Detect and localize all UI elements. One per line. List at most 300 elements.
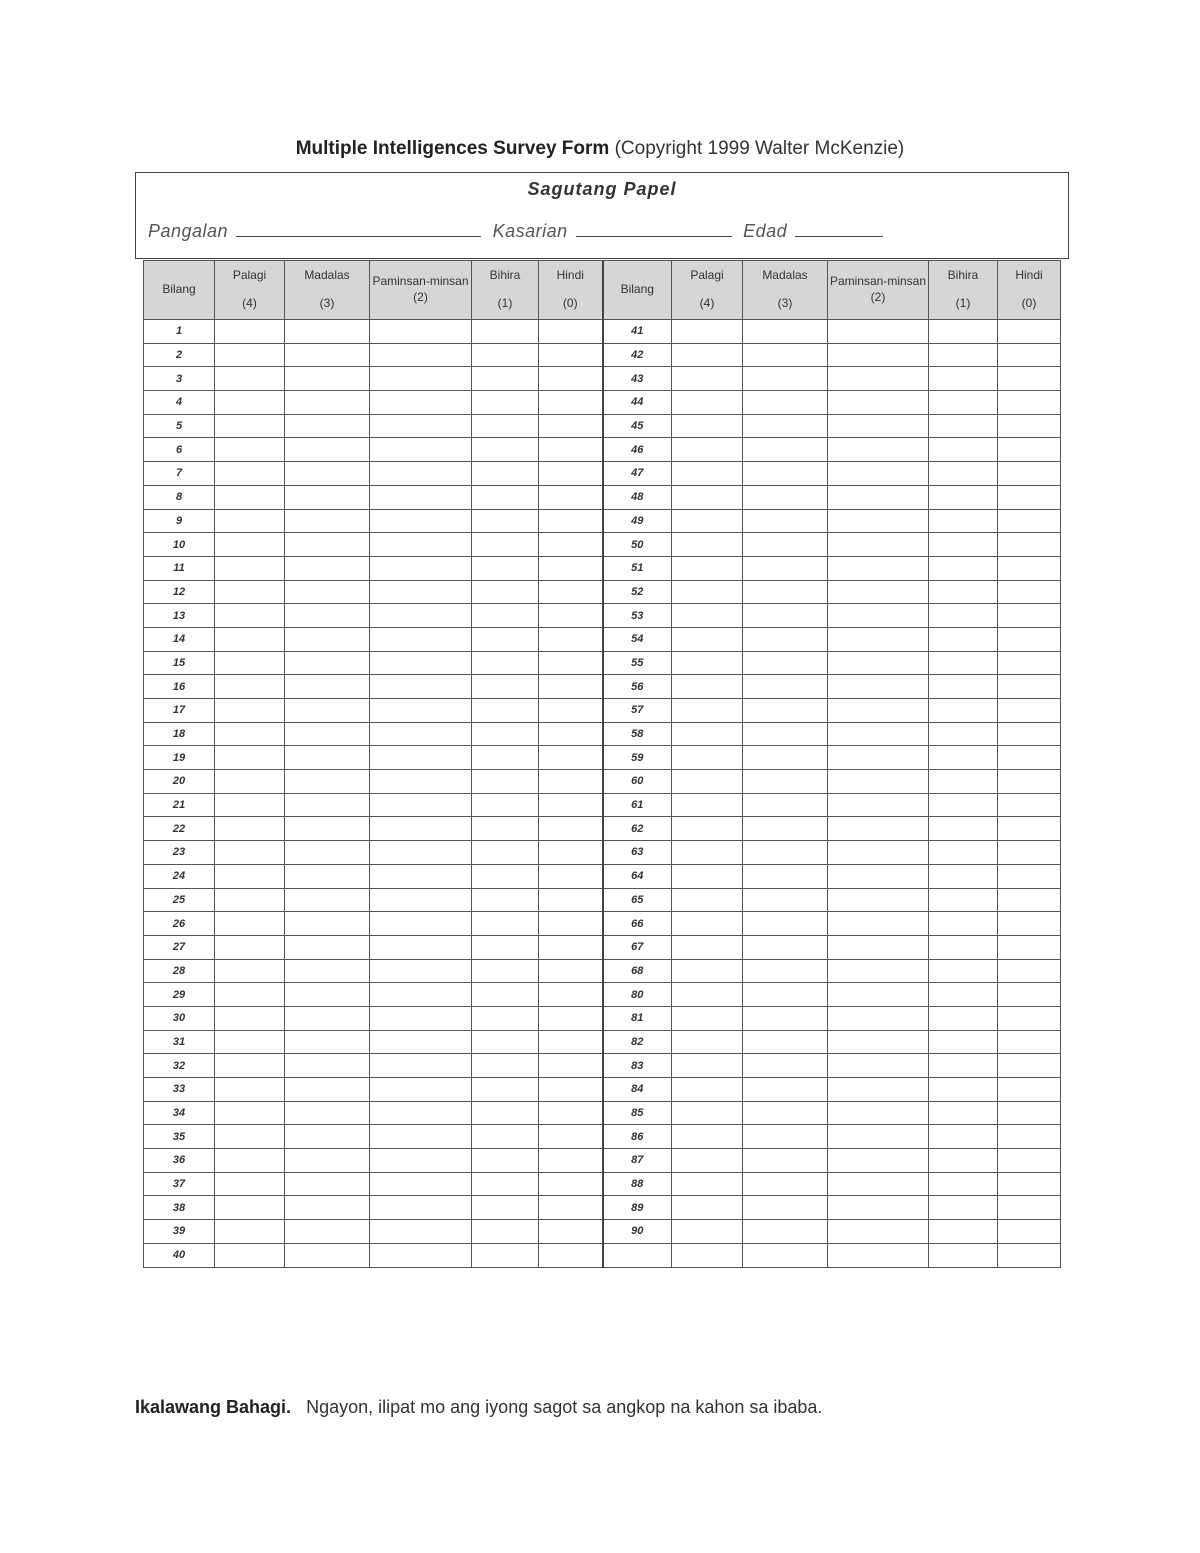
answer-cell[interactable] xyxy=(743,817,828,841)
answer-cell[interactable] xyxy=(285,1125,370,1149)
answer-cell[interactable] xyxy=(215,651,285,675)
answer-cell[interactable] xyxy=(672,1054,743,1078)
answer-cell[interactable] xyxy=(743,651,828,675)
answer-cell[interactable] xyxy=(929,414,998,438)
answer-cell[interactable] xyxy=(929,1030,998,1054)
answer-cell[interactable] xyxy=(672,580,743,604)
answer-cell[interactable] xyxy=(472,1149,539,1173)
answer-cell[interactable] xyxy=(828,864,929,888)
answer-cell[interactable] xyxy=(285,1196,370,1220)
answer-cell[interactable] xyxy=(672,391,743,415)
answer-cell[interactable] xyxy=(743,699,828,723)
answer-cell[interactable] xyxy=(539,556,603,580)
answer-cell[interactable] xyxy=(472,627,539,651)
answer-cell[interactable] xyxy=(672,651,743,675)
answer-cell[interactable] xyxy=(472,343,539,367)
answer-cell[interactable] xyxy=(539,746,603,770)
answer-cell[interactable] xyxy=(672,817,743,841)
answer-cell[interactable] xyxy=(828,627,929,651)
answer-cell[interactable] xyxy=(285,935,370,959)
answer-cell[interactable] xyxy=(215,556,285,580)
answer-cell[interactable] xyxy=(828,1101,929,1125)
answer-cell[interactable] xyxy=(743,462,828,486)
answer-cell[interactable] xyxy=(743,770,828,794)
answer-cell[interactable] xyxy=(472,462,539,486)
answer-cell[interactable] xyxy=(539,438,603,462)
answer-cell[interactable] xyxy=(743,1220,828,1244)
answer-cell[interactable] xyxy=(370,1125,472,1149)
answer-cell[interactable] xyxy=(672,746,743,770)
answer-cell[interactable] xyxy=(285,817,370,841)
answer-cell[interactable] xyxy=(929,509,998,533)
answer-cell[interactable] xyxy=(539,959,603,983)
answer-cell[interactable] xyxy=(828,367,929,391)
answer-cell[interactable] xyxy=(998,604,1061,628)
answer-cell[interactable] xyxy=(215,580,285,604)
answer-cell[interactable] xyxy=(285,912,370,936)
answer-cell[interactable] xyxy=(743,414,828,438)
answer-cell[interactable] xyxy=(539,1125,603,1149)
answer-cell[interactable] xyxy=(539,1101,603,1125)
answer-cell[interactable] xyxy=(285,533,370,557)
answer-cell[interactable] xyxy=(743,1243,828,1267)
answer-cell[interactable] xyxy=(828,320,929,344)
answer-cell[interactable] xyxy=(215,1172,285,1196)
answer-cell[interactable] xyxy=(472,1078,539,1102)
answer-cell[interactable] xyxy=(472,1172,539,1196)
answer-cell[interactable] xyxy=(539,675,603,699)
answer-cell[interactable] xyxy=(929,1125,998,1149)
answer-cell[interactable] xyxy=(370,604,472,628)
answer-cell[interactable] xyxy=(672,556,743,580)
answer-cell[interactable] xyxy=(672,912,743,936)
answer-cell[interactable] xyxy=(472,1243,539,1267)
answer-cell[interactable] xyxy=(743,1149,828,1173)
answer-cell[interactable] xyxy=(828,770,929,794)
answer-cell[interactable] xyxy=(672,841,743,865)
answer-cell[interactable] xyxy=(998,627,1061,651)
answer-cell[interactable] xyxy=(743,580,828,604)
answer-cell[interactable] xyxy=(215,746,285,770)
answer-cell[interactable] xyxy=(828,343,929,367)
answer-cell[interactable] xyxy=(998,485,1061,509)
answer-cell[interactable] xyxy=(929,1149,998,1173)
answer-cell[interactable] xyxy=(828,675,929,699)
answer-cell[interactable] xyxy=(215,912,285,936)
answer-cell[interactable] xyxy=(472,1101,539,1125)
answer-cell[interactable] xyxy=(472,793,539,817)
answer-cell[interactable] xyxy=(672,1006,743,1030)
answer-cell[interactable] xyxy=(285,509,370,533)
answer-cell[interactable] xyxy=(370,1149,472,1173)
answer-cell[interactable] xyxy=(998,1220,1061,1244)
answer-cell[interactable] xyxy=(215,1054,285,1078)
answer-cell[interactable] xyxy=(285,651,370,675)
answer-cell[interactable] xyxy=(215,864,285,888)
answer-cell[interactable] xyxy=(539,841,603,865)
answer-cell[interactable] xyxy=(472,959,539,983)
answer-cell[interactable] xyxy=(370,1054,472,1078)
answer-cell[interactable] xyxy=(828,556,929,580)
answer-cell[interactable] xyxy=(539,912,603,936)
answer-cell[interactable] xyxy=(539,343,603,367)
answer-cell[interactable] xyxy=(929,580,998,604)
answer-cell[interactable] xyxy=(828,983,929,1007)
answer-cell[interactable] xyxy=(743,485,828,509)
answer-cell[interactable] xyxy=(743,1172,828,1196)
answer-cell[interactable] xyxy=(828,485,929,509)
answer-cell[interactable] xyxy=(998,580,1061,604)
answer-cell[interactable] xyxy=(929,556,998,580)
answer-cell[interactable] xyxy=(472,1220,539,1244)
answer-cell[interactable] xyxy=(539,1196,603,1220)
answer-cell[interactable] xyxy=(743,675,828,699)
answer-cell[interactable] xyxy=(998,438,1061,462)
answer-cell[interactable] xyxy=(743,320,828,344)
answer-cell[interactable] xyxy=(828,722,929,746)
answer-cell[interactable] xyxy=(828,462,929,486)
answer-cell[interactable] xyxy=(472,556,539,580)
answer-cell[interactable] xyxy=(215,722,285,746)
answer-cell[interactable] xyxy=(285,1030,370,1054)
answer-cell[interactable] xyxy=(539,604,603,628)
answer-cell[interactable] xyxy=(672,983,743,1007)
answer-cell[interactable] xyxy=(472,580,539,604)
answer-cell[interactable] xyxy=(285,746,370,770)
answer-cell[interactable] xyxy=(370,699,472,723)
answer-cell[interactable] xyxy=(929,651,998,675)
answer-cell[interactable] xyxy=(472,746,539,770)
answer-cell[interactable] xyxy=(472,722,539,746)
answer-cell[interactable] xyxy=(672,367,743,391)
answer-cell[interactable] xyxy=(929,343,998,367)
answer-cell[interactable] xyxy=(743,888,828,912)
answer-cell[interactable] xyxy=(370,746,472,770)
answer-cell[interactable] xyxy=(998,391,1061,415)
answer-cell[interactable] xyxy=(828,1054,929,1078)
answer-cell[interactable] xyxy=(370,1101,472,1125)
answer-cell[interactable] xyxy=(672,864,743,888)
answer-cell[interactable] xyxy=(828,414,929,438)
answer-cell[interactable] xyxy=(672,604,743,628)
answer-cell[interactable] xyxy=(998,722,1061,746)
answer-cell[interactable] xyxy=(285,1006,370,1030)
answer-cell[interactable] xyxy=(743,746,828,770)
answer-cell[interactable] xyxy=(370,580,472,604)
answer-cell[interactable] xyxy=(285,391,370,415)
answer-cell[interactable] xyxy=(828,580,929,604)
answer-cell[interactable] xyxy=(285,841,370,865)
answer-cell[interactable] xyxy=(215,983,285,1007)
answer-cell[interactable] xyxy=(215,1196,285,1220)
answer-cell[interactable] xyxy=(285,1054,370,1078)
answer-cell[interactable] xyxy=(672,1101,743,1125)
answer-cell[interactable] xyxy=(370,367,472,391)
answer-cell[interactable] xyxy=(743,912,828,936)
answer-cell[interactable] xyxy=(285,1220,370,1244)
answer-cell[interactable] xyxy=(215,1220,285,1244)
answer-cell[interactable] xyxy=(370,959,472,983)
name-field[interactable] xyxy=(236,220,481,237)
answer-cell[interactable] xyxy=(929,485,998,509)
answer-cell[interactable] xyxy=(929,793,998,817)
answer-cell[interactable] xyxy=(370,1196,472,1220)
answer-cell[interactable] xyxy=(539,770,603,794)
answer-cell[interactable] xyxy=(215,959,285,983)
answer-cell[interactable] xyxy=(285,1149,370,1173)
answer-cell[interactable] xyxy=(828,1243,929,1267)
answer-cell[interactable] xyxy=(370,651,472,675)
answer-cell[interactable] xyxy=(828,1220,929,1244)
answer-cell[interactable] xyxy=(215,627,285,651)
answer-cell[interactable] xyxy=(285,343,370,367)
answer-cell[interactable] xyxy=(672,1030,743,1054)
answer-cell[interactable] xyxy=(370,485,472,509)
answer-cell[interactable] xyxy=(539,983,603,1007)
answer-cell[interactable] xyxy=(828,817,929,841)
answer-cell[interactable] xyxy=(370,864,472,888)
answer-cell[interactable] xyxy=(743,367,828,391)
answer-cell[interactable] xyxy=(929,817,998,841)
answer-cell[interactable] xyxy=(998,1101,1061,1125)
answer-cell[interactable] xyxy=(929,722,998,746)
answer-cell[interactable] xyxy=(743,793,828,817)
answer-cell[interactable] xyxy=(743,935,828,959)
answer-cell[interactable] xyxy=(929,864,998,888)
answer-cell[interactable] xyxy=(998,1125,1061,1149)
answer-cell[interactable] xyxy=(828,1196,929,1220)
answer-cell[interactable] xyxy=(672,320,743,344)
answer-cell[interactable] xyxy=(929,959,998,983)
answer-cell[interactable] xyxy=(370,391,472,415)
answer-cell[interactable] xyxy=(472,912,539,936)
answer-cell[interactable] xyxy=(215,438,285,462)
answer-cell[interactable] xyxy=(370,414,472,438)
answer-cell[interactable] xyxy=(828,509,929,533)
answer-cell[interactable] xyxy=(215,675,285,699)
answer-cell[interactable] xyxy=(215,793,285,817)
answer-cell[interactable] xyxy=(672,1172,743,1196)
answer-cell[interactable] xyxy=(828,1172,929,1196)
answer-cell[interactable] xyxy=(370,793,472,817)
answer-cell[interactable] xyxy=(828,1030,929,1054)
answer-cell[interactable] xyxy=(215,343,285,367)
answer-cell[interactable] xyxy=(743,1006,828,1030)
answer-cell[interactable] xyxy=(929,746,998,770)
answer-cell[interactable] xyxy=(672,485,743,509)
answer-cell[interactable] xyxy=(285,722,370,746)
answer-cell[interactable] xyxy=(285,414,370,438)
answer-cell[interactable] xyxy=(370,817,472,841)
answer-cell[interactable] xyxy=(998,935,1061,959)
answer-cell[interactable] xyxy=(539,391,603,415)
answer-cell[interactable] xyxy=(998,817,1061,841)
answer-cell[interactable] xyxy=(539,793,603,817)
answer-cell[interactable] xyxy=(539,1078,603,1102)
answer-cell[interactable] xyxy=(929,462,998,486)
answer-cell[interactable] xyxy=(828,1149,929,1173)
answer-cell[interactable] xyxy=(929,888,998,912)
answer-cell[interactable] xyxy=(998,888,1061,912)
answer-cell[interactable] xyxy=(472,1030,539,1054)
answer-cell[interactable] xyxy=(998,1172,1061,1196)
answer-cell[interactable] xyxy=(998,367,1061,391)
answer-cell[interactable] xyxy=(672,699,743,723)
answer-cell[interactable] xyxy=(743,1101,828,1125)
answer-cell[interactable] xyxy=(998,841,1061,865)
answer-cell[interactable] xyxy=(472,533,539,557)
answer-cell[interactable] xyxy=(285,770,370,794)
answer-cell[interactable] xyxy=(828,1078,929,1102)
answer-cell[interactable] xyxy=(828,888,929,912)
answer-cell[interactable] xyxy=(370,1172,472,1196)
answer-cell[interactable] xyxy=(539,1220,603,1244)
answer-cell[interactable] xyxy=(285,1078,370,1102)
answer-cell[interactable] xyxy=(743,1196,828,1220)
answer-cell[interactable] xyxy=(285,1243,370,1267)
answer-cell[interactable] xyxy=(285,959,370,983)
answer-cell[interactable] xyxy=(370,1078,472,1102)
answer-cell[interactable] xyxy=(672,438,743,462)
answer-cell[interactable] xyxy=(743,533,828,557)
answer-cell[interactable] xyxy=(472,414,539,438)
answer-cell[interactable] xyxy=(370,888,472,912)
answer-cell[interactable] xyxy=(998,1243,1061,1267)
answer-cell[interactable] xyxy=(998,864,1061,888)
answer-cell[interactable] xyxy=(929,1220,998,1244)
age-field[interactable] xyxy=(795,220,883,237)
answer-cell[interactable] xyxy=(743,841,828,865)
answer-cell[interactable] xyxy=(743,1078,828,1102)
answer-cell[interactable] xyxy=(743,959,828,983)
answer-cell[interactable] xyxy=(370,1030,472,1054)
answer-cell[interactable] xyxy=(215,1149,285,1173)
answer-cell[interactable] xyxy=(285,675,370,699)
answer-cell[interactable] xyxy=(539,1172,603,1196)
answer-cell[interactable] xyxy=(215,1101,285,1125)
answer-cell[interactable] xyxy=(828,651,929,675)
answer-cell[interactable] xyxy=(929,1196,998,1220)
answer-cell[interactable] xyxy=(285,367,370,391)
answer-cell[interactable] xyxy=(215,320,285,344)
answer-cell[interactable] xyxy=(998,912,1061,936)
answer-cell[interactable] xyxy=(370,438,472,462)
answer-cell[interactable] xyxy=(672,793,743,817)
answer-cell[interactable] xyxy=(828,438,929,462)
answer-cell[interactable] xyxy=(672,1149,743,1173)
answer-cell[interactable] xyxy=(370,841,472,865)
answer-cell[interactable] xyxy=(472,841,539,865)
answer-cell[interactable] xyxy=(370,320,472,344)
answer-cell[interactable] xyxy=(539,935,603,959)
answer-cell[interactable] xyxy=(215,509,285,533)
answer-cell[interactable] xyxy=(929,1172,998,1196)
answer-cell[interactable] xyxy=(285,556,370,580)
answer-cell[interactable] xyxy=(672,959,743,983)
answer-cell[interactable] xyxy=(672,343,743,367)
answer-cell[interactable] xyxy=(998,651,1061,675)
answer-cell[interactable] xyxy=(828,959,929,983)
answer-cell[interactable] xyxy=(215,604,285,628)
answer-cell[interactable] xyxy=(539,462,603,486)
answer-cell[interactable] xyxy=(285,604,370,628)
answer-cell[interactable] xyxy=(370,1220,472,1244)
answer-cell[interactable] xyxy=(743,556,828,580)
answer-cell[interactable] xyxy=(998,1006,1061,1030)
answer-cell[interactable] xyxy=(285,580,370,604)
answer-cell[interactable] xyxy=(539,627,603,651)
answer-cell[interactable] xyxy=(539,1149,603,1173)
answer-cell[interactable] xyxy=(828,604,929,628)
answer-cell[interactable] xyxy=(672,627,743,651)
answer-cell[interactable] xyxy=(215,462,285,486)
answer-cell[interactable] xyxy=(743,1125,828,1149)
answer-cell[interactable] xyxy=(285,983,370,1007)
answer-cell[interactable] xyxy=(472,817,539,841)
answer-cell[interactable] xyxy=(539,817,603,841)
answer-cell[interactable] xyxy=(539,699,603,723)
answer-cell[interactable] xyxy=(743,391,828,415)
answer-cell[interactable] xyxy=(998,1196,1061,1220)
answer-cell[interactable] xyxy=(539,320,603,344)
answer-cell[interactable] xyxy=(929,675,998,699)
answer-cell[interactable] xyxy=(743,343,828,367)
answer-cell[interactable] xyxy=(929,1243,998,1267)
answer-cell[interactable] xyxy=(215,1125,285,1149)
answer-cell[interactable] xyxy=(285,793,370,817)
answer-cell[interactable] xyxy=(539,1030,603,1054)
answer-cell[interactable] xyxy=(285,627,370,651)
answer-cell[interactable] xyxy=(472,651,539,675)
answer-cell[interactable] xyxy=(743,604,828,628)
answer-cell[interactable] xyxy=(672,770,743,794)
answer-cell[interactable] xyxy=(215,935,285,959)
answer-cell[interactable] xyxy=(370,935,472,959)
answer-cell[interactable] xyxy=(215,367,285,391)
answer-cell[interactable] xyxy=(370,722,472,746)
answer-cell[interactable] xyxy=(472,1006,539,1030)
answer-cell[interactable] xyxy=(539,888,603,912)
answer-cell[interactable] xyxy=(539,485,603,509)
answer-cell[interactable] xyxy=(929,1006,998,1030)
answer-cell[interactable] xyxy=(743,509,828,533)
answer-cell[interactable] xyxy=(998,1078,1061,1102)
answer-cell[interactable] xyxy=(539,580,603,604)
answer-cell[interactable] xyxy=(672,1243,743,1267)
answer-cell[interactable] xyxy=(370,1243,472,1267)
answer-cell[interactable] xyxy=(998,793,1061,817)
answer-cell[interactable] xyxy=(370,627,472,651)
answer-cell[interactable] xyxy=(285,1101,370,1125)
answer-cell[interactable] xyxy=(929,627,998,651)
answer-cell[interactable] xyxy=(998,1054,1061,1078)
answer-cell[interactable] xyxy=(998,983,1061,1007)
answer-cell[interactable] xyxy=(929,1101,998,1125)
answer-cell[interactable] xyxy=(998,509,1061,533)
answer-cell[interactable] xyxy=(929,770,998,794)
answer-cell[interactable] xyxy=(828,533,929,557)
answer-cell[interactable] xyxy=(285,462,370,486)
answer-cell[interactable] xyxy=(370,912,472,936)
answer-cell[interactable] xyxy=(743,438,828,462)
answer-cell[interactable] xyxy=(472,699,539,723)
answer-cell[interactable] xyxy=(472,983,539,1007)
answer-cell[interactable] xyxy=(743,983,828,1007)
answer-cell[interactable] xyxy=(828,1006,929,1030)
answer-cell[interactable] xyxy=(215,770,285,794)
answer-cell[interactable] xyxy=(929,841,998,865)
answer-cell[interactable] xyxy=(539,864,603,888)
